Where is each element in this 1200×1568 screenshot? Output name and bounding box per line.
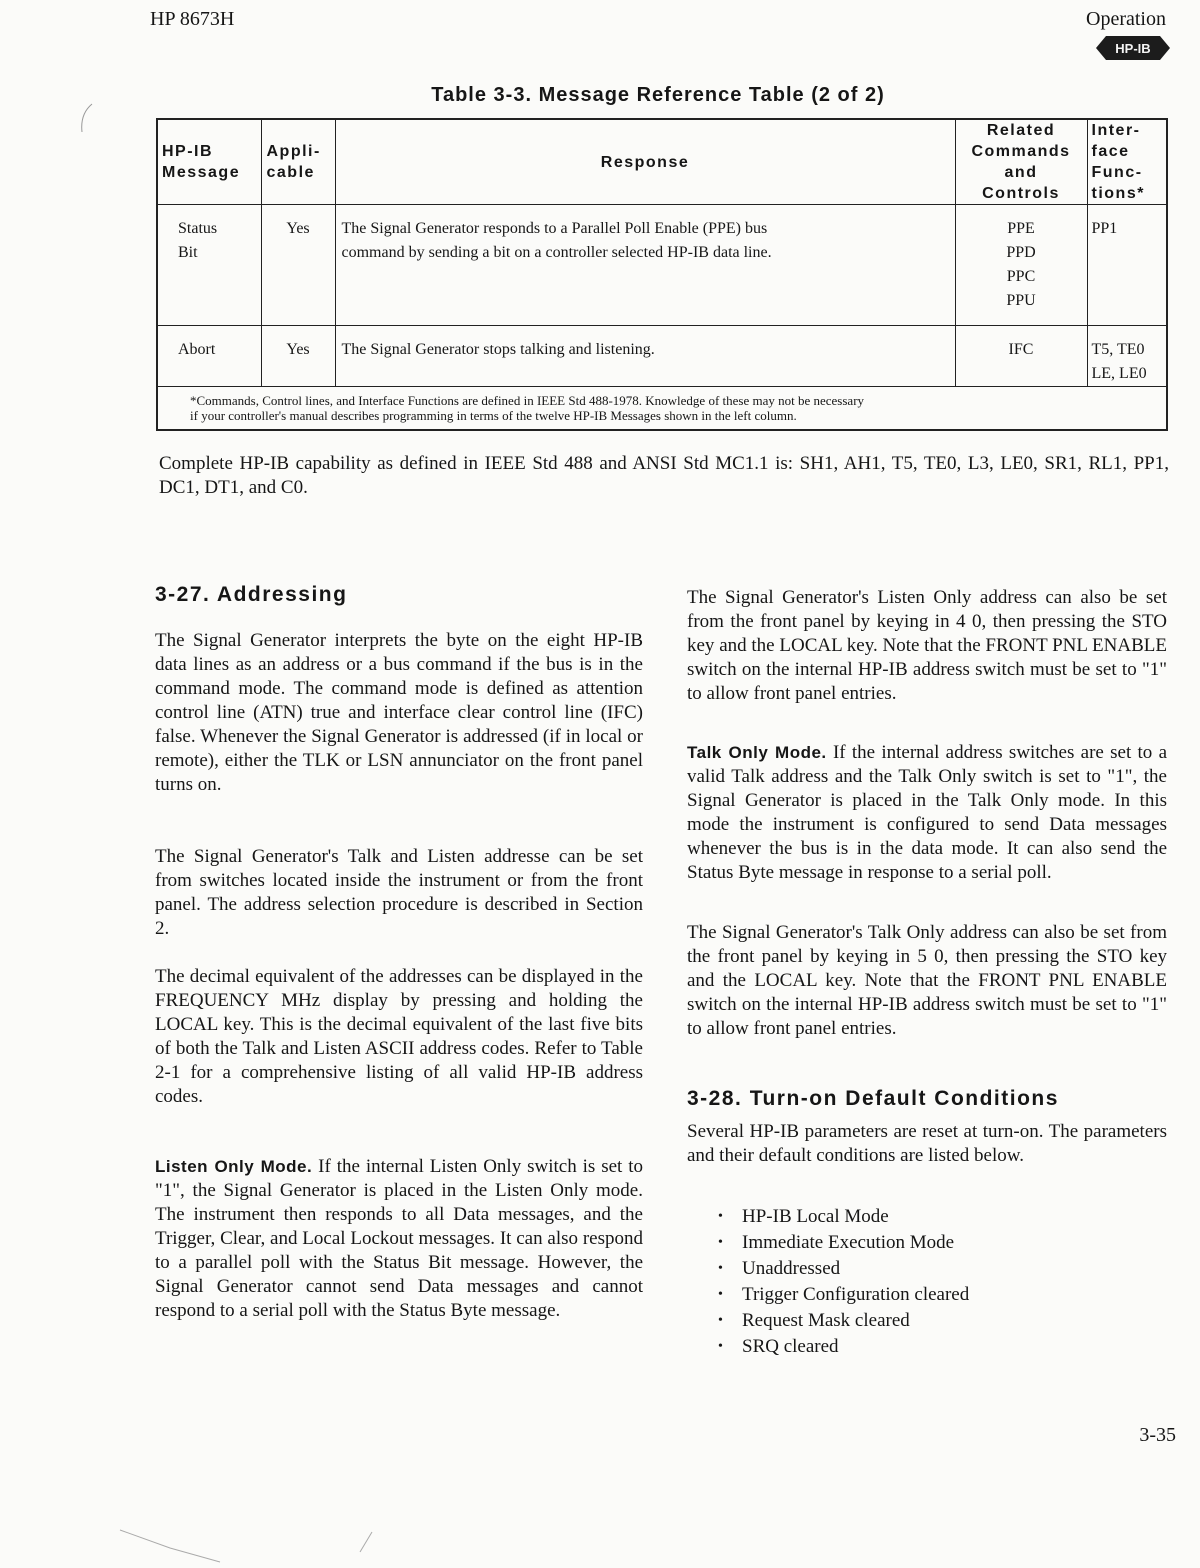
list-item: • Immediate Execution Mode: [718, 1232, 955, 1253]
listen-front-panel-paragraph: The Signal Generator's Listen Only address can also be set from the front panel by keying in 4 0, then pressing the STO key and the LOCAL key. Note that the FRONT PNL ENABLE switch on the internal HP-IB address switch must be set to "1" to allow front panel entries.: [687, 587, 1167, 704]
list-item: • HP-IB Local Mode: [718, 1206, 889, 1227]
table-title: Table 3-3. Message Reference Table (2 of 2): [431, 84, 885, 106]
hpib-badge-label: HP-IB: [1115, 41, 1151, 56]
header-section: Operation: [1086, 8, 1166, 30]
scan-mark: [82, 104, 92, 132]
header-response: Response: [335, 119, 955, 205]
list-item: • SRQ cleared: [718, 1336, 839, 1357]
list-item: • Request Mask cleared: [718, 1310, 910, 1331]
table-footnote: *Commands, Control lines, and Interface Functions are defined in IEEE Std 488-1978. Knowledge of these may not be necessary if your controller's manual describes programming in terms of the twelve HP-IB Messages shown in the left column.: [157, 387, 1167, 431]
header-model: HP 8673H: [150, 8, 235, 30]
header-applicable: Appli- cable: [261, 119, 335, 205]
listen-only-text: If the internal Listen Only switch is set to "1", the Signal Generator is placed in the Listen Only mode. The instrument then responds to all Data messages, and the Trigger, Clear, and Local Lockout messages. It can also respond to a parallel poll with the Status Bit message. However, the Signal Generator cannot send Data messages and cannot respond to a serial poll with the Status Byte message.: [155, 1156, 644, 1321]
cell-interface: T5, TE0 LE, LE0: [1087, 326, 1167, 387]
cell-response: The Signal Generator stops talking and listening.: [335, 326, 955, 387]
list-item: • Trigger Configuration cleared: [718, 1284, 970, 1305]
cell-interface: PP1: [1087, 205, 1167, 326]
cell-response: The Signal Generator responds to a Parallel Poll Enable (PPE) bus command by sending a bit on a controller selected HP-IB data line.: [335, 205, 955, 326]
scan-mark: [360, 1532, 372, 1552]
talk-front-panel-paragraph: The Signal Generator's Talk Only address can also be set from the front panel by keying in 5 0, then pressing the STO key and the LOCAL key. Note that the FRONT PNL ENABLE switch on the internal HP-IB address switch must be set to "1" to allow front panel entries.: [687, 922, 1167, 1039]
addressing-paragraph-1: The Signal Generator interprets the byte on the eight HP-IB data lines as an address or a bus command if the bus is in the command mode. The command mode is defined as attention control line (ATN) true and interface clear control line (IFC) false. Whenever the Signal Generator is addressed (if in local or remote), either the TLK or LSN annunciator on the front panel turns on.: [155, 630, 643, 795]
addressing-paragraph-3: The decimal equivalent of the addresses can be displayed in the FREQUENCY MHz display by pressing and holding the LOCAL key. This is the decimal equivalent of the last five bits of both the Talk and Listen ASCII address codes. Refer to Table 2-1 for a comprehensive listing of all valid HP-IB address codes.: [155, 966, 643, 1107]
cell-related: PPE PPD PPC PPU: [955, 205, 1087, 326]
list-item: • Unaddressed: [718, 1258, 841, 1279]
cell-applicable: Yes: [261, 326, 335, 387]
scan-mark: [120, 1530, 220, 1562]
page-number: 3-35: [1139, 1424, 1176, 1446]
turn-on-intro: Several HP-IB parameters are reset at turn-on. The parameters and their default conditions are listed below.: [687, 1121, 1167, 1166]
section-heading-turn-on: 3-28. Turn-on Default Conditions: [687, 1087, 1059, 1110]
header-related: Related Commands and Controls: [955, 119, 1087, 205]
header-interface: Inter- face Func- tions*: [1087, 119, 1167, 205]
cell-applicable: Yes: [261, 205, 335, 326]
talk-only-text: If the internal address switches are set to a valid Talk address and the Talk Only switch is set to "1", the Signal Generator is placed in the Talk Only mode. In this mode the instrument is configured to send Data messages whenever the bus is in the data mode. It can also send the Status Byte message in response to a serial poll.: [687, 742, 1167, 883]
header-message: HP-IB Message: [157, 119, 261, 205]
listen-only-label: Listen Only Mode.: [155, 1157, 313, 1176]
capability-statement: Complete HP-IB capability as defined in IEEE Std 488 and ANSI Std MC1.1 is: SH1, AH1, T5, TE0, L3, LE0, SR1, RL1, PP1, DC1, DT1, and C0.: [159, 453, 1169, 498]
cell-message: Abort: [157, 326, 261, 387]
section-heading-addressing: 3-27. Addressing: [155, 583, 348, 606]
addressing-paragraph-2: The Signal Generator's Talk and Listen addresse can be set from switches located inside the instrument or from the front panel. The address selection procedure is described in Section 2.: [155, 846, 643, 939]
cell-message: Status Bit: [157, 205, 261, 326]
talk-only-label: Talk Only Mode.: [687, 743, 827, 762]
cell-related: IFC: [955, 326, 1087, 387]
